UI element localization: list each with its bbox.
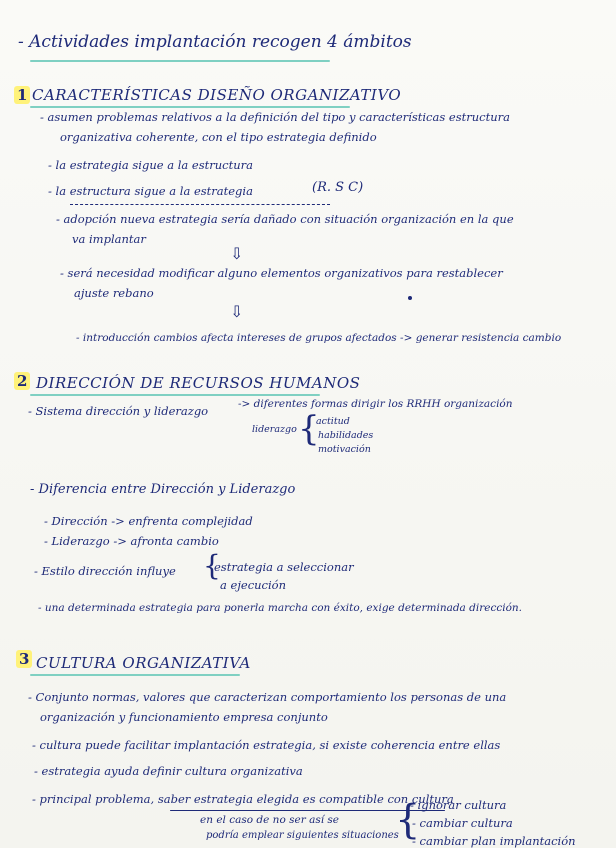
s3-line-7: podría emplear siguientes situaciones — [206, 830, 399, 841]
s1-line-7: - será necesidad modificar alguno elementos organizativos para restablecer — [60, 266, 503, 280]
s2-line-5b: estrategia a seleccionar — [214, 560, 354, 574]
section-number-2: 2 — [14, 372, 30, 390]
s2-line-1e: habilidades — [318, 430, 374, 441]
s3-line-6: en el caso de no ser así se — [200, 814, 340, 826]
section-number-3: 3 — [16, 650, 32, 668]
section-heading-3: CULTURA ORGANIZATIVA — [36, 654, 251, 672]
s2-line-1a: - Sistema dirección y liderazgo — [28, 404, 209, 418]
s2-line-2: - Diferencia entre Dirección y Liderazgo — [30, 482, 296, 497]
s1-line-9: - introducción cambios afecta intereses de grupos afectados -> generar resistencia cambio — [76, 332, 562, 344]
s2-line-5a: - Estilo dirección influye — [34, 564, 176, 578]
s2-line-4: - Liderazgo -> afronta cambio — [44, 534, 219, 548]
s1-line-4: - la estructura sigue a la estrategia — [48, 184, 253, 198]
s1-line-1: - asumen problemas relativos a la definición del tipo y características estructura — [40, 110, 510, 124]
s3-line-3: - cultura puede facilitar implantación estrategia, si existe coherencia entre ellas — [32, 738, 501, 752]
s3-line-5: - principal problema, saber estrategia elegida es compatible con cultura — [32, 792, 454, 806]
page-title: - Actividades implantación recogen 4 ámbitos — [18, 32, 412, 52]
section-underline-1 — [30, 106, 350, 108]
s2-line-1d: actitud — [316, 416, 350, 427]
s3-option-2: - cambiar cultura — [412, 816, 513, 830]
section-underline-2 — [30, 394, 320, 396]
s2-line-1c: liderazgo — [252, 424, 297, 435]
s1-line-3: - la estrategia sigue a la estructura — [48, 158, 253, 172]
title-underline — [30, 60, 330, 62]
down-arrow-icon: ⇩ — [230, 244, 244, 263]
section-number-1: 1 — [14, 86, 30, 104]
s1-line-8: ajuste rebano — [74, 286, 154, 300]
s1-dash-separator — [70, 204, 330, 205]
s2-line-1f: motivación — [318, 444, 371, 455]
s1-line-2: organizativa coherente, con el tipo estrategia definido — [60, 130, 377, 144]
s1-line-6: va implantar — [72, 232, 146, 246]
s2-line-3: - Dirección -> enfrenta complejidad — [44, 514, 253, 528]
s3-line-1: - Conjunto normas, valores que caracterizan comportamiento los personas de una — [28, 690, 507, 704]
s3-option-1: - ignorar cultura — [410, 798, 507, 812]
s2-line-5c: a ejecución — [220, 578, 286, 592]
brace-icon: { — [298, 409, 320, 449]
down-arrow-icon: ⇩ — [230, 302, 244, 321]
section-heading-1: CARACTERÍSTICAS DISEÑO ORGANIZATIVO — [32, 86, 402, 104]
brace-icon: { — [395, 797, 421, 843]
section-heading-2: DIRECCIÓN DE RECURSOS HUMANOS — [36, 374, 361, 392]
s2-line-1b: -> diferentes formas dirigir los RRHH organización — [238, 398, 513, 410]
brace-icon: { — [203, 549, 221, 582]
s3-line-4: - estrategia ayuda definir cultura organizativa — [34, 764, 303, 778]
section-underline-3 — [30, 674, 240, 676]
s1-line-5: - adopción nueva estrategia sería dañado con situación organización en la que — [56, 212, 514, 226]
s3-option-3: - cambiar plan implantación — [412, 834, 576, 848]
s1-line-4b: (R. S C) — [312, 180, 364, 195]
ink-dot — [408, 296, 412, 300]
s3-line-2: organización y funcionamiento empresa conjunto — [40, 710, 328, 724]
s2-line-6: - una determinada estrategia para ponerla marcha con éxito, exige determinada dirección. — [38, 602, 523, 614]
